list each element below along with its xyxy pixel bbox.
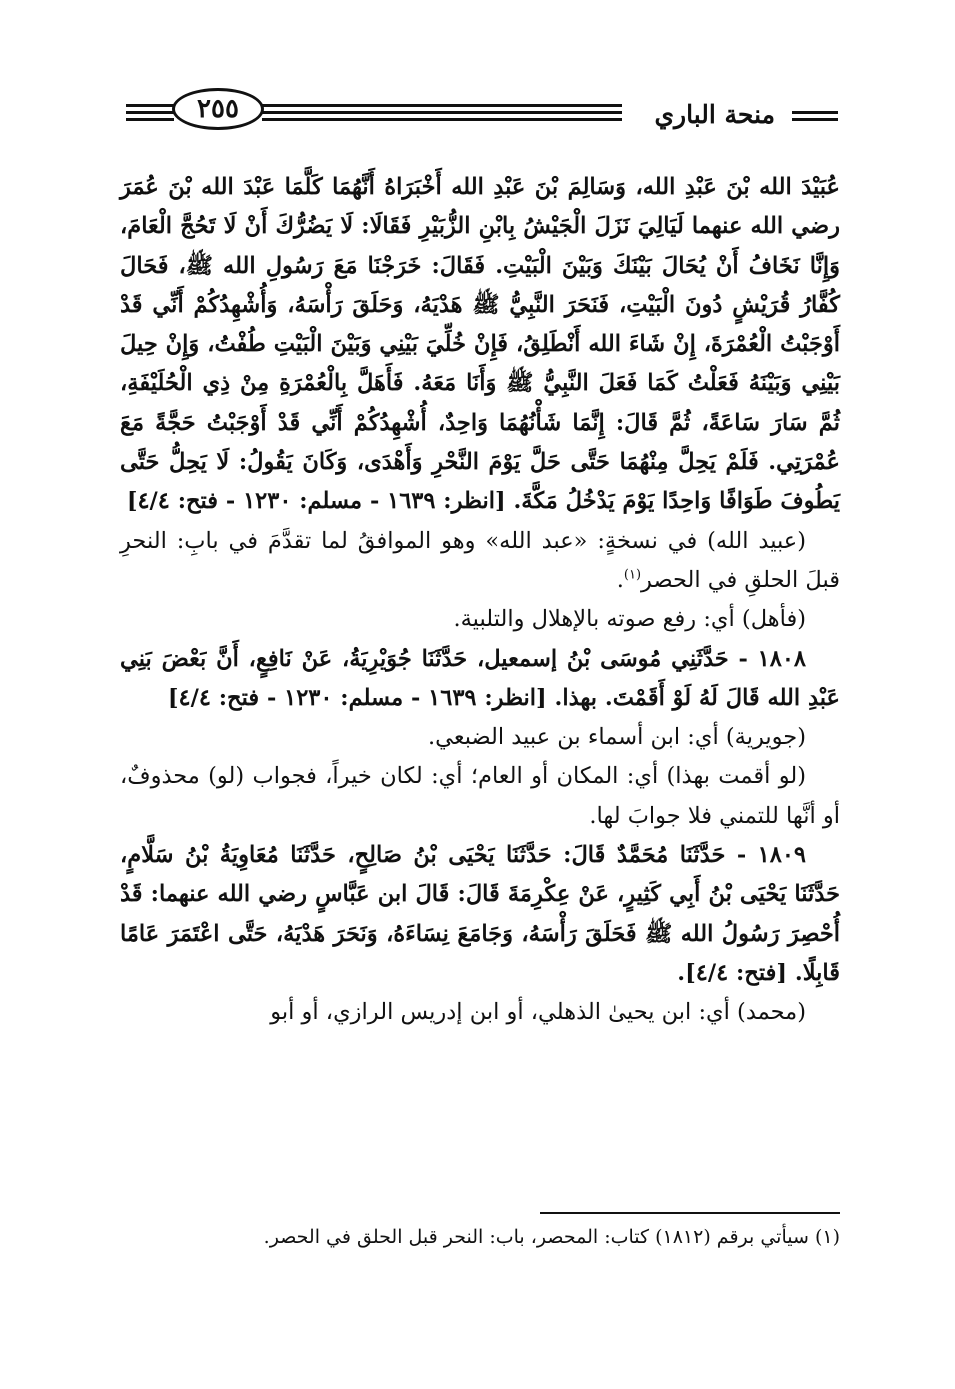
footnote-marker: (١) [623,567,642,583]
commentary-paragraph [120,993,840,1032]
commentary-paragraph [120,600,840,639]
header-rule-middle [262,118,622,121]
paragraph-text: ١٨٠٩ - حَدَّثَنَا مُحَمَّدٌ قَالَ: حَدَّثَنَا يَحْيَى بْنُ صَالِحٍ، حَدَّثَنَا مُعَاوِيَةُ بْنُ سَلَّامٍ، حَدَّثَنَا يَحْيَى بْنُ أَبِي كَثِيرٍ، عَنْ عِكْرِمَةَ قَالَ: قَالَ ابن عَبَّاسٍ رضي الله عنهما: قَدْ أُحْصِرَ رَسُولُ الله ﷺ فَحَلَقَ رَأْسَهُ، وَجَامَعَ نِسَاءَهُ، وَنَحَرَ هَدْيَهُ، حَتَّى اعْتَمَرَ عَامًا قَابِلًا. [فتح: ٤/٤]. [120,842,840,986]
footnote: (١) سيأتي برقم (١٨١٢) كتاب: المحصر، باب: النحر قبل الحلق في الحصر. [263,1226,840,1248]
paragraph-text: (جويرية) أي: ابن أسماء بن عبيد الضبعي. [427,724,806,751]
header-rule-left [126,118,174,121]
footnote-divider [540,1212,840,1214]
header-rule-right [792,111,838,114]
header-rule-middle [262,111,622,114]
paragraph-text: (عبيد الله) في نسخةٍ: «عبد الله» وهو الموافقُ لما تقدَّمَ في بابِ: النحرِ قبلَ الحلقِ في الحصر [120,527,840,593]
page-number: ٢٥٥ [172,88,264,130]
header-rule-middle [262,104,622,107]
paragraph-text: (لو أقمت بهذا) أي: المكان أو العام؛ أي: لكان خيراً، فجواب (لو) محذوفٌ، أو أنَّها للتمني فلا جوابَ لها. [120,763,840,829]
book-title: منحة الباري [654,100,775,129]
header-rule-right [792,118,838,121]
hadith-paragraph [120,168,840,522]
page-header [0,0,955,140]
paragraph-text: (محمد) أي: ابن يحيىٰ الذهلي، أو ابن إدريس الرازي، أو أبو [270,999,806,1026]
hadith-paragraph [120,836,840,993]
hadith-paragraph [120,640,840,719]
header-rule-left [126,111,174,114]
paragraph-text: ١٨٠٨ - حَدَّثَنِي مُوسَى بْنُ إسمعيل، حَدَّثَنَا جُوَيْرِيَةُ، عَنْ نَافِعٍ، أَنَّ بَعْضَ بَنِي عَبْدِ الله قَالَ لَهُ لَوْ أَقَمْتَ. بهذا. [انظر: ١٦٣٩ - مسلم: ١٢٣٠ - فتح: ٤/٤] [120,645,840,711]
header-rule-left [126,104,174,107]
paragraph-tail: . [616,566,624,593]
commentary-paragraph [120,522,840,601]
commentary-paragraph [120,718,840,757]
paragraph-text: عُبَيْدَ الله بْنَ عَبْدِ الله، وَسَالِمَ بْنَ عَبْدِ الله أَخْبَرَاهُ أَنَّهُمَا كَلَّمَا عَبْدَ الله بْنَ عُمَرَ رضي الله عنهما لَيَالِيَ نَزَلَ الْجَيْشُ بِابْنِ الزُّبَيْرِ فَقَالَا: لَا يَضُرُّكَ أَنْ لَا تَحُجَّ الْعَامَ، وَإِنَّا نَخَافُ أَنْ يُحَالَ بَيْنَكَ وَبَيْنَ الْبَيْتِ. فَقَالَ: خَرَجْنَا مَعَ رَسُولِ الله ﷺ، فَحَالَ كُفَّارُ قُرَيْشٍ دُونَ الْبَيْتِ، فَنَحَرَ النَّبِيُّ ﷺ هَدْيَهُ، وَحَلَقَ رَأْسَهُ، وَأُشْهِدُكُمْ أَنِّي قَدْ أَوْجَبْتُ الْعُمْرَةَ، إِنْ شَاءَ الله أَنْطَلِقُ، فَإِنْ خُلِّيَ بَيْنِي وَبَيْنَ الْبَيْتِ طُفْتُ، وَإِنْ حِيلَ بَيْنِي وَبَيْنَهُ فَعَلْتُ كَمَا فَعَلَ النَّبِيُّ ﷺ وَأَنَا مَعَهُ. فَأَهَلَّ بِالْعُمْرَةِ مِنْ ذِي الْحُلَيْفَةِ، ثُمَّ سَارَ سَاعَةً، ثُمَّ قَالَ: إِنَّمَا شَأْنُهُمَا وَاحِدٌ، أُشْهِدُكُمْ أَنِّي قَدْ أَوْجَبْتُ حَجَّةً مَعَ عُمْرَتِي. فَلَمْ يَحِلَّ مِنْهُمَا حَتَّى حَلَّ يَوْمَ النَّحْرِ وَأَهْدَى، وَكَانَ يَقُولُ: لَا يَحِلُّ حَتَّى يَطُوفَ طَوَافًا وَاحِدًا يَوْمَ يَدْخُلُ مَكَّةَ. [انظر: ١٦٣٩ - مسلم: ١٢٣٠ - فتح: ٤/٤] [120,174,840,515]
page-body [120,168,840,1033]
paragraph-text: (فأهل) أي: رفع صوته بالإهلال والتلبية. [453,606,806,633]
commentary-paragraph [120,757,840,836]
